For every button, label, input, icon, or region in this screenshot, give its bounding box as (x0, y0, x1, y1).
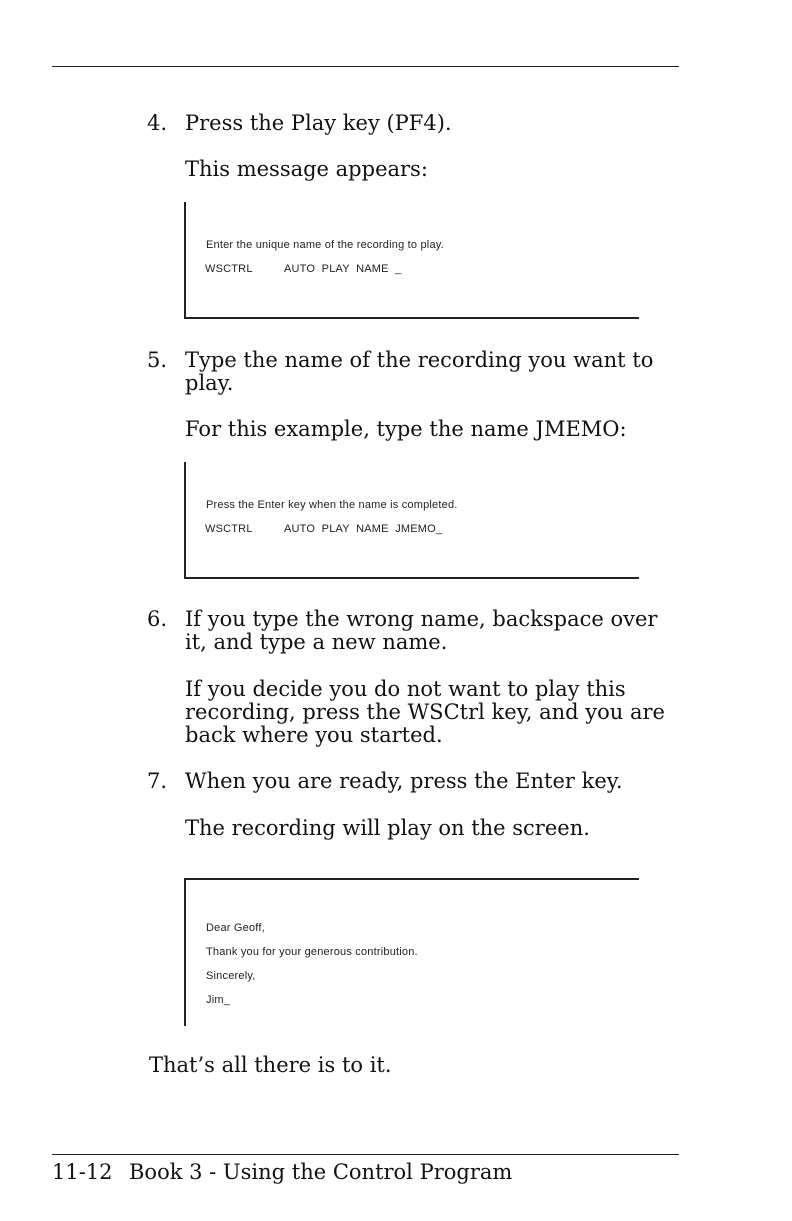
screen-1-left-border (184, 202, 186, 319)
step-7-number: 7. (146, 769, 167, 793)
footer-page-number: 11-12 (52, 1160, 113, 1184)
step-5-number: 5. (146, 348, 167, 372)
step-4-number: 4. (146, 111, 167, 135)
screen-2-status-value: AUTO PLAY NAME JMEMO_ (284, 523, 443, 535)
screen-3-left-border (184, 878, 186, 1026)
step-5-instruction-line-2: play. (185, 371, 234, 395)
step-4-followup: This message appears: (185, 157, 428, 181)
step-7-followup: The recording will play on the screen. (185, 816, 590, 840)
screen-3-line-1: Dear Geoff, (206, 922, 265, 934)
screen-1-bottom-border (184, 317, 639, 319)
header-rule (52, 66, 679, 67)
screen-1-prompt: Enter the unique name of the recording to play. (206, 239, 444, 251)
footer-rule (52, 1154, 679, 1155)
screen-1-status-label: WSCTRL (205, 263, 253, 275)
step-6-followup-line-2: recording, press the WSCtrl key, and you are (185, 700, 665, 724)
step-6-number: 6. (146, 607, 167, 631)
footer-book-title: Book 3 - Using the Control Program (129, 1160, 513, 1184)
screen-2-prompt: Press the Enter key when the name is completed. (206, 499, 458, 511)
screen-2-status-label: WSCTRL (205, 523, 253, 535)
screen-3-top-border (184, 878, 639, 880)
screen-3-line-3: Sincerely, (206, 970, 256, 982)
step-4-instruction: Press the Play key (PF4). (185, 111, 452, 135)
screen-3-line-2: Thank you for your generous contribution. (206, 946, 418, 958)
step-6-instruction-line-1: If you type the wrong name, backspace over (185, 607, 658, 631)
step-5-instruction-line-1: Type the name of the recording you want to (185, 348, 654, 372)
screen-2-left-border (184, 462, 186, 579)
step-6-followup-line-3: back where you started. (185, 723, 443, 747)
screen-3-line-4: Jim_ (206, 994, 231, 1006)
screen-1-status-value: AUTO PLAY NAME _ (284, 263, 402, 275)
step-7-instruction: When you are ready, press the Enter key. (185, 769, 623, 793)
step-6-followup-line-1: If you decide you do not want to play this (185, 677, 626, 701)
step-5-followup: For this example, type the name JMEMO: (185, 417, 627, 441)
step-6-instruction-line-2: it, and type a new name. (185, 630, 448, 654)
closing-sentence: That’s all there is to it. (149, 1053, 392, 1077)
screen-2-bottom-border (184, 577, 639, 579)
